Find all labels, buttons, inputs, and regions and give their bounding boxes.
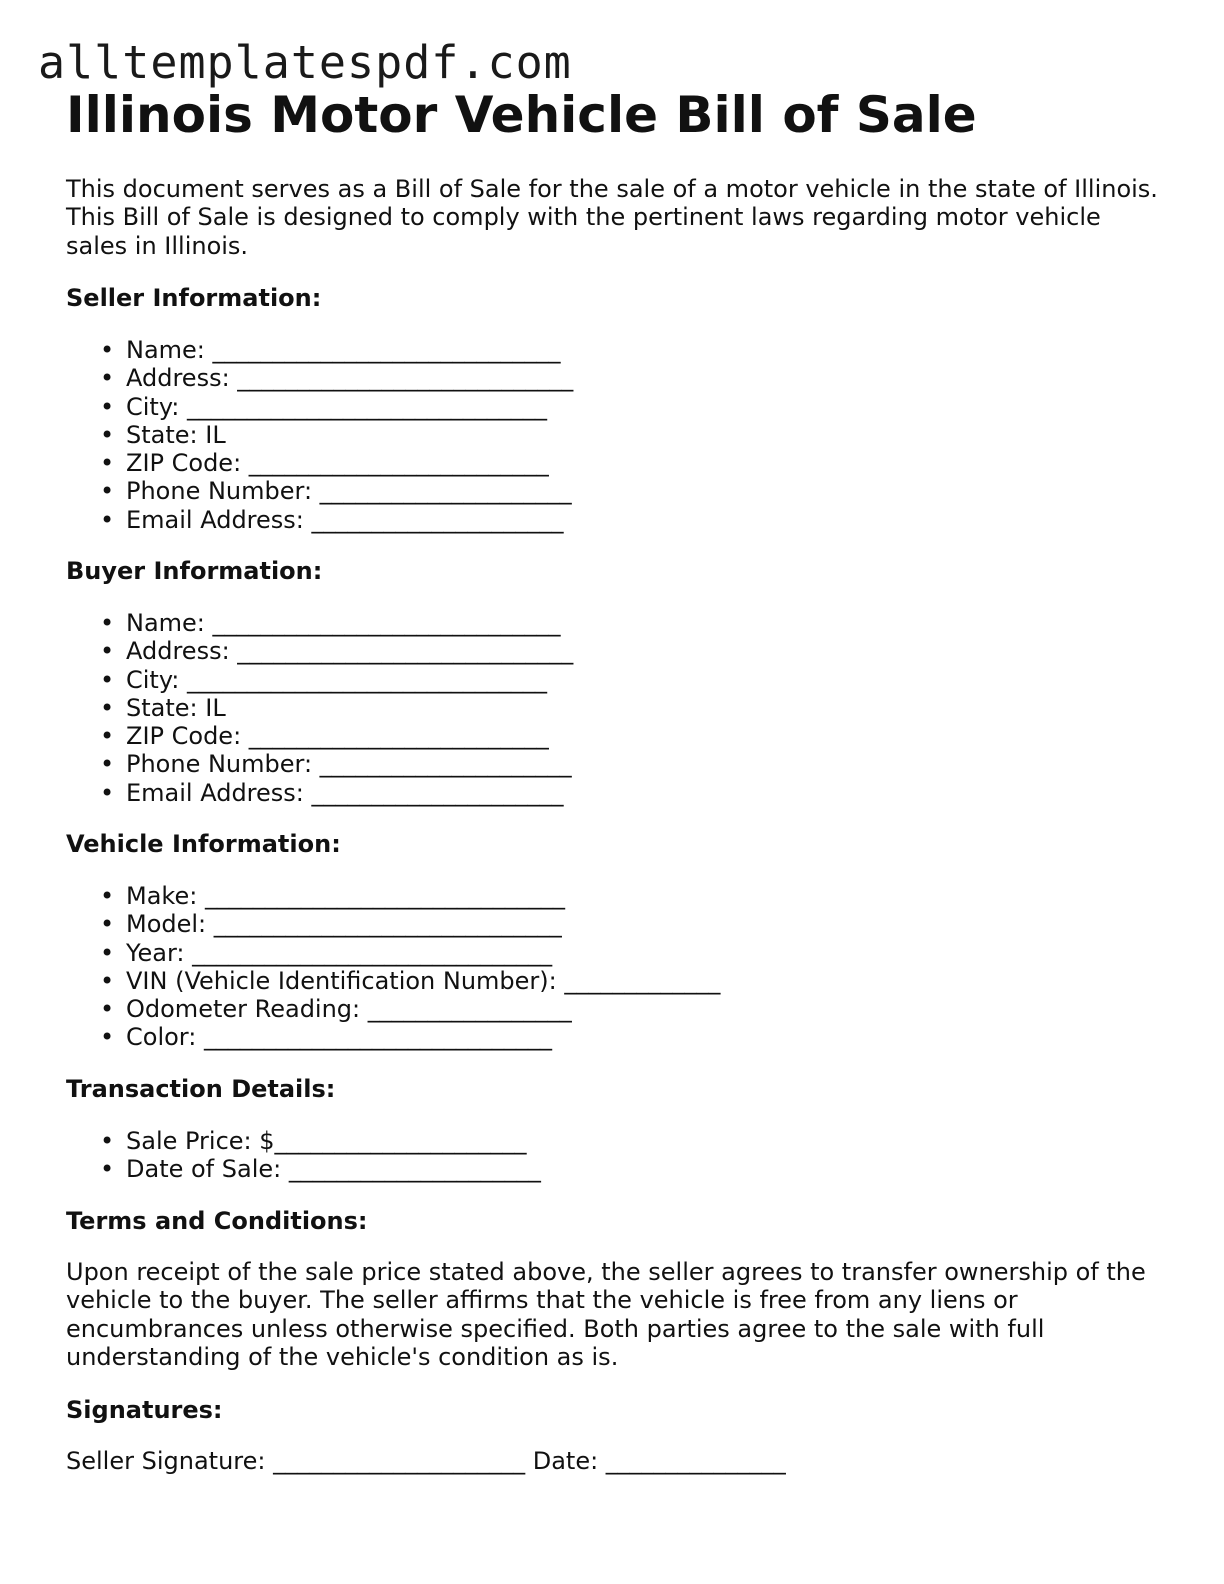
sale-date-field[interactable]: • Date of Sale: _____________________ bbox=[126, 1155, 541, 1183]
seller-state-field: • State: IL bbox=[126, 421, 573, 449]
vehicle-year-field[interactable]: • Year: ______________________________ bbox=[126, 939, 720, 967]
buyer-name-field[interactable]: • Name: _____________________________ bbox=[126, 609, 573, 637]
buyer-address-field[interactable]: • Address: ____________________________ bbox=[126, 637, 573, 665]
transaction-heading: Transaction Details: bbox=[66, 1075, 336, 1103]
vehicle-heading: Vehicle Information: bbox=[66, 830, 341, 858]
terms-heading: Terms and Conditions: bbox=[66, 1207, 368, 1235]
transaction-fields bbox=[126, 1127, 541, 1184]
terms-paragraph: Upon receipt of the sale price stated above, the seller agrees to transfer ownership of the vehicle to the buyer. The seller affirms that the vehicle is free from any liens or encumbrances unless otherwise specified. Both parties agree to the sale with full understanding of the vehicle's condition as is. bbox=[66, 1258, 1146, 1371]
seller-heading: Seller Information: bbox=[66, 284, 322, 312]
seller-fields bbox=[126, 336, 573, 534]
buyer-email-field[interactable]: • Email Address: _____________________ bbox=[126, 779, 573, 807]
buyer-city-field[interactable]: • City: ______________________________ bbox=[126, 666, 573, 694]
seller-address-field[interactable]: • Address: ____________________________ bbox=[126, 364, 573, 392]
seller-city-field[interactable]: • City: ______________________________ bbox=[126, 393, 573, 421]
seller-email-field[interactable]: • Email Address: _____________________ bbox=[126, 506, 573, 534]
seller-phone-field[interactable]: • Phone Number: _____________________ bbox=[126, 477, 573, 505]
vehicle-odometer-field[interactable]: • Odometer Reading: _________________ bbox=[126, 995, 720, 1023]
buyer-phone-field[interactable]: • Phone Number: _____________________ bbox=[126, 750, 573, 778]
seller-signature-line[interactable]: Seller Signature: _____________________ Date: _______________ bbox=[66, 1447, 786, 1475]
page-title: Illinois Motor Vehicle Bill of Sale bbox=[66, 86, 977, 144]
sale-price-field[interactable]: • Sale Price: $_____________________ bbox=[126, 1127, 541, 1155]
buyer-heading: Buyer Information: bbox=[66, 557, 323, 585]
buyer-state-field: • State: IL bbox=[126, 694, 573, 722]
intro-paragraph: This document serves as a Bill of Sale for the sale of a motor vehicle in the state of Illinois. This Bill of Sale is designed to comply with the pertinent laws regarding motor vehicle sales in Illinois. bbox=[66, 175, 1158, 260]
vehicle-vin-field[interactable]: • VIN (Vehicle Identification Number): _____________ bbox=[126, 967, 720, 995]
vehicle-make-field[interactable]: • Make: ______________________________ bbox=[126, 882, 720, 910]
vehicle-model-field[interactable]: • Model: _____________________________ bbox=[126, 910, 720, 938]
buyer-zip-field[interactable]: • ZIP Code: _________________________ bbox=[126, 722, 573, 750]
signatures-heading: Signatures: bbox=[66, 1396, 223, 1424]
vehicle-fields bbox=[126, 882, 720, 1052]
buyer-fields bbox=[126, 609, 573, 807]
watermark: alltemplatespdf.com bbox=[38, 36, 572, 89]
seller-name-field[interactable]: • Name: _____________________________ bbox=[126, 336, 573, 364]
vehicle-color-field[interactable]: • Color: _____________________________ bbox=[126, 1023, 720, 1051]
seller-zip-field[interactable]: • ZIP Code: _________________________ bbox=[126, 449, 573, 477]
